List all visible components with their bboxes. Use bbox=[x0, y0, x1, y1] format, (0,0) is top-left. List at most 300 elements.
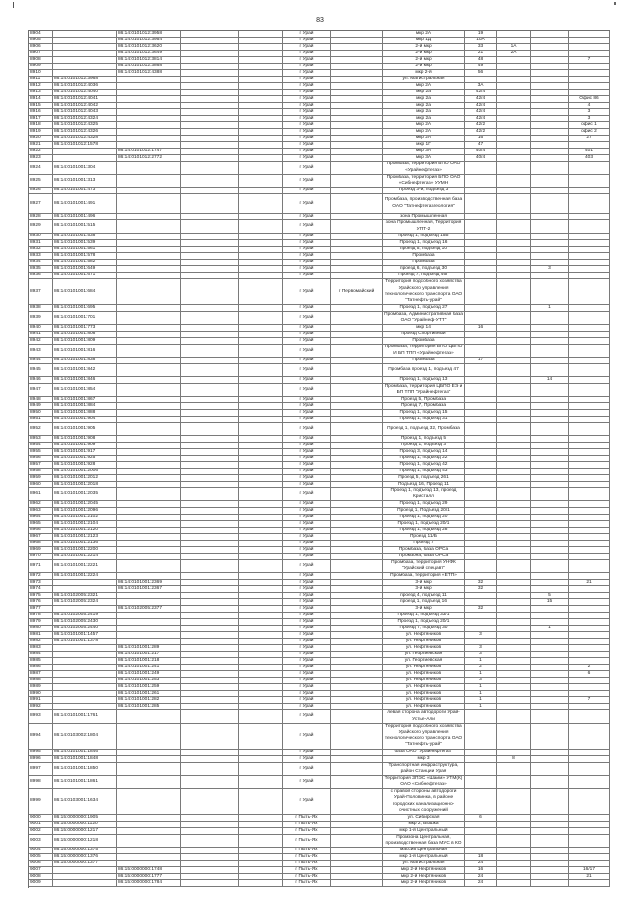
row-number: 8975 bbox=[29, 593, 53, 599]
house-number bbox=[465, 397, 497, 403]
house-number bbox=[465, 240, 497, 246]
settlement bbox=[331, 547, 383, 553]
address: ул. Магистральная bbox=[383, 861, 465, 867]
cadastral-number-alt bbox=[117, 515, 181, 521]
row-number: 8993 bbox=[29, 710, 53, 722]
settlement bbox=[331, 554, 383, 560]
premises-number bbox=[569, 214, 610, 220]
cadastral-number-alt bbox=[117, 417, 181, 423]
structure-number bbox=[531, 632, 569, 638]
building-number bbox=[497, 423, 531, 435]
premises-number bbox=[569, 462, 610, 468]
building-number bbox=[497, 96, 531, 102]
locality: г Урай bbox=[283, 456, 331, 462]
address: Проезд 1, подъезд 43 bbox=[383, 469, 465, 475]
locality: г Урай bbox=[283, 724, 331, 749]
structure-number bbox=[531, 31, 569, 37]
structure-number bbox=[531, 482, 569, 488]
address: Проезд 1, подъезд 5 bbox=[383, 436, 465, 442]
row-number: 9001 bbox=[29, 822, 53, 828]
row-number: 8965 bbox=[29, 521, 53, 527]
blank-cell bbox=[181, 194, 239, 213]
structure-number bbox=[531, 469, 569, 475]
cadastral-number-alt bbox=[117, 815, 181, 821]
building-number bbox=[497, 410, 531, 416]
house-number bbox=[465, 410, 497, 416]
row-number: 8987 bbox=[29, 671, 53, 677]
address: мкр 2-й Нефтяников bbox=[383, 880, 465, 886]
settlement bbox=[331, 462, 383, 468]
cadastral-number-alt bbox=[117, 96, 181, 102]
cadastral-number-alt: 86:14:0101001:2369 bbox=[117, 580, 181, 586]
blank-cell bbox=[239, 880, 283, 886]
row-number: 8984 bbox=[29, 652, 53, 658]
house-number bbox=[465, 194, 497, 213]
row-number: 8960 bbox=[29, 482, 53, 488]
row-number: 8911 bbox=[29, 77, 53, 83]
table-row bbox=[29, 194, 610, 214]
blank-cell bbox=[239, 645, 283, 651]
cadastral-number-alt: 86:14:0101012:3620 bbox=[117, 44, 181, 50]
blank-cell bbox=[181, 710, 239, 722]
cadastral-number-alt bbox=[117, 626, 181, 632]
settlement bbox=[331, 469, 383, 475]
structure-number bbox=[531, 658, 569, 664]
address: мкр 2а bbox=[383, 109, 465, 115]
blank-cell bbox=[181, 456, 239, 462]
blank-cell bbox=[239, 697, 283, 703]
address: мкр 3 bbox=[383, 756, 465, 762]
premises-number bbox=[569, 70, 610, 76]
blank-cell bbox=[239, 70, 283, 76]
building-number bbox=[497, 149, 531, 155]
cadastral-number-alt bbox=[117, 828, 181, 834]
locality: г Урай bbox=[283, 358, 331, 364]
blank-cell bbox=[239, 273, 283, 279]
premises-number bbox=[569, 586, 610, 592]
row-number: 8926 bbox=[29, 188, 53, 194]
locality: г Урай bbox=[283, 332, 331, 338]
blank-cell bbox=[181, 38, 239, 44]
cadastral-number-alt bbox=[117, 83, 181, 89]
address: ул. Георгиевская bbox=[383, 652, 465, 658]
address: Промбаза bbox=[383, 338, 465, 344]
building-number: 1А bbox=[497, 44, 531, 50]
settlement bbox=[331, 403, 383, 409]
locality: г Урай bbox=[283, 103, 331, 109]
settlement bbox=[331, 776, 383, 788]
cadastral-number: 86:15:0000000:1376 bbox=[53, 854, 117, 860]
blank-cell bbox=[181, 763, 239, 775]
blank-cell bbox=[181, 109, 239, 115]
blank-cell bbox=[181, 626, 239, 632]
house-number: 3 bbox=[465, 645, 497, 651]
settlement bbox=[331, 64, 383, 70]
premises-number bbox=[569, 639, 610, 645]
cadastral-number bbox=[53, 658, 117, 664]
locality: г Урай bbox=[283, 573, 331, 579]
building-number bbox=[497, 515, 531, 521]
blank-cell bbox=[181, 854, 239, 860]
address: Территория подсобного хозяйства Урайского управления технологического транспорта ОАО "Татнефть-урай" bbox=[383, 724, 465, 749]
structure-number bbox=[531, 155, 569, 161]
cadastral-number: 86:14:0101001:1850 bbox=[53, 763, 117, 775]
cadastral-number: 86:14:0101001:578 bbox=[53, 253, 117, 259]
building-number bbox=[497, 436, 531, 442]
blank-cell bbox=[181, 240, 239, 246]
locality: г Урай bbox=[283, 501, 331, 507]
cadastral-number-alt bbox=[117, 443, 181, 449]
address: Проезд 1, подъезд 32, Промбаза bbox=[383, 423, 465, 435]
structure-number bbox=[531, 44, 569, 50]
premises-number bbox=[569, 619, 610, 625]
building-number bbox=[497, 874, 531, 880]
settlement bbox=[331, 149, 383, 155]
locality: г Урай bbox=[283, 312, 331, 324]
settlement bbox=[331, 632, 383, 638]
house-number bbox=[465, 332, 497, 338]
blank-cell bbox=[181, 724, 239, 749]
blank-cell bbox=[239, 750, 283, 756]
cadastral-number-alt bbox=[117, 593, 181, 599]
blank-cell bbox=[181, 789, 239, 814]
row-number: 8983 bbox=[29, 645, 53, 651]
locality: г Урай bbox=[283, 305, 331, 311]
building-number bbox=[497, 129, 531, 135]
cadastral-number: 86:14:0101001:2006 bbox=[53, 469, 117, 475]
cadastral-number: 86:14:0101001:2012 bbox=[53, 475, 117, 481]
settlement bbox=[331, 423, 383, 435]
house-number: 17 bbox=[465, 358, 497, 364]
blank-cell bbox=[239, 665, 283, 671]
building-number bbox=[497, 247, 531, 253]
building-number bbox=[497, 266, 531, 272]
premises-number bbox=[569, 750, 610, 756]
locality: г Пыть-Ях bbox=[283, 815, 331, 821]
settlement bbox=[331, 606, 383, 612]
blank-cell bbox=[239, 90, 283, 96]
row-number: 8994 bbox=[29, 724, 53, 749]
premises-number bbox=[569, 90, 610, 96]
house-number bbox=[465, 377, 497, 383]
row-number: 8971 bbox=[29, 560, 53, 572]
building-number bbox=[497, 547, 531, 553]
blank-cell bbox=[239, 116, 283, 122]
blank-cell bbox=[239, 214, 283, 220]
blank-cell bbox=[239, 358, 283, 364]
cadastral-number bbox=[53, 691, 117, 697]
blank-cell bbox=[239, 488, 283, 500]
structure-number bbox=[531, 175, 569, 187]
house-number bbox=[465, 482, 497, 488]
address: 3-й мкр bbox=[383, 606, 465, 612]
building-number bbox=[497, 691, 531, 697]
structure-number bbox=[531, 515, 569, 521]
locality: г Урай bbox=[283, 541, 331, 547]
blank-cell bbox=[181, 586, 239, 592]
settlement bbox=[331, 57, 383, 63]
settlement bbox=[331, 789, 383, 814]
structure-number bbox=[531, 508, 569, 514]
table-row bbox=[29, 724, 610, 750]
building-number bbox=[497, 789, 531, 814]
settlement bbox=[331, 90, 383, 96]
row-number: 8930 bbox=[29, 234, 53, 240]
row-number: 8999 bbox=[29, 789, 53, 814]
blank-cell bbox=[181, 665, 239, 671]
row-number: 8951 bbox=[29, 417, 53, 423]
settlement bbox=[331, 436, 383, 442]
cadastral-number-alt bbox=[117, 240, 181, 246]
house-number bbox=[465, 534, 497, 540]
locality: г Урай bbox=[283, 443, 331, 449]
blank-cell bbox=[181, 149, 239, 155]
settlement bbox=[331, 273, 383, 279]
house-number bbox=[465, 162, 497, 174]
structure-number bbox=[531, 397, 569, 403]
locality: г Урай bbox=[283, 521, 331, 527]
locality: г Урай bbox=[283, 528, 331, 534]
blank-cell bbox=[239, 155, 283, 161]
locality: г Урай bbox=[283, 247, 331, 253]
row-number: 8935 bbox=[29, 266, 53, 272]
cadastral-number-alt bbox=[117, 482, 181, 488]
table-row bbox=[29, 220, 610, 233]
blank-cell bbox=[239, 77, 283, 83]
premises-number bbox=[569, 835, 610, 847]
structure-number bbox=[531, 136, 569, 142]
blank-cell bbox=[239, 613, 283, 619]
house-number: 19 bbox=[465, 31, 497, 37]
blank-cell bbox=[181, 57, 239, 63]
blank-cell bbox=[181, 338, 239, 344]
locality: г Урай bbox=[283, 364, 331, 376]
house-number: 3 bbox=[465, 632, 497, 638]
structure-number bbox=[531, 456, 569, 462]
cadastral-number bbox=[53, 880, 117, 886]
blank-cell bbox=[239, 475, 283, 481]
structure-number bbox=[531, 880, 569, 886]
row-number: 8941 bbox=[29, 332, 53, 338]
blank-cell bbox=[239, 443, 283, 449]
structure-number bbox=[531, 64, 569, 70]
blank-cell bbox=[239, 338, 283, 344]
building-number bbox=[497, 652, 531, 658]
premises-number bbox=[569, 541, 610, 547]
cadastral-number: 86:14:0102005:2430 bbox=[53, 619, 117, 625]
blank-cell bbox=[181, 162, 239, 174]
structure-number bbox=[531, 475, 569, 481]
blank-cell bbox=[181, 619, 239, 625]
premises-number: 21 bbox=[569, 580, 610, 586]
locality: г Урай bbox=[283, 266, 331, 272]
cadastral-number-alt bbox=[117, 528, 181, 534]
address: ул. Нефтяников bbox=[383, 671, 465, 677]
building-number bbox=[497, 377, 531, 383]
building-number bbox=[497, 724, 531, 749]
premises-number: офис 1 bbox=[569, 122, 610, 128]
cadastral-number: 86:14:0101001:854 bbox=[53, 384, 117, 396]
cadastral-number-alt bbox=[117, 247, 181, 253]
house-number bbox=[465, 828, 497, 834]
structure-number bbox=[531, 763, 569, 775]
blank-cell bbox=[239, 220, 283, 232]
cadastral-number: 86:14:0101001:649 bbox=[53, 266, 117, 272]
cadastral-number: 86:14:0101001:905 bbox=[53, 423, 117, 435]
row-number: 8948 bbox=[29, 397, 53, 403]
premises-number: 27 bbox=[569, 136, 610, 142]
building-number bbox=[497, 122, 531, 128]
cadastral-number-alt bbox=[117, 573, 181, 579]
row-number: 8909 bbox=[29, 64, 53, 70]
blank-cell bbox=[239, 573, 283, 579]
row-number: 9003 bbox=[29, 835, 53, 847]
row-number: 8955 bbox=[29, 449, 53, 455]
blank-cell bbox=[181, 122, 239, 128]
premises-number: 4 bbox=[569, 103, 610, 109]
settlement bbox=[331, 665, 383, 671]
settlement bbox=[331, 345, 383, 357]
locality: г Урай bbox=[283, 90, 331, 96]
cadastral-number bbox=[53, 31, 117, 37]
settlement bbox=[331, 51, 383, 57]
structure-number bbox=[531, 234, 569, 240]
cadastral-number-alt bbox=[117, 188, 181, 194]
cadastral-number-alt bbox=[117, 835, 181, 847]
structure-number bbox=[531, 194, 569, 213]
row-number: 8947 bbox=[29, 384, 53, 396]
locality: г Урай bbox=[283, 220, 331, 232]
cadastral-number-alt bbox=[117, 534, 181, 540]
building-number bbox=[497, 220, 531, 232]
premises-number bbox=[569, 482, 610, 488]
settlement bbox=[331, 77, 383, 83]
address: Подъезд 16, Проезд 11 bbox=[383, 482, 465, 488]
structure-number bbox=[531, 822, 569, 828]
row-number: 8929 bbox=[29, 220, 53, 232]
row-number: 8954 bbox=[29, 443, 53, 449]
building-number bbox=[497, 77, 531, 83]
cadastral-number: 86:14:0103001:1634 bbox=[53, 789, 117, 814]
address: мкр 2А bbox=[383, 129, 465, 135]
blank-cell bbox=[181, 214, 239, 220]
address: Промзона Центральная, производственная база МУС в КО bbox=[383, 835, 465, 847]
locality: г Урай bbox=[283, 175, 331, 187]
cadastral-number-alt: 86:14:0101001:282 bbox=[117, 697, 181, 703]
row-number: 8907 bbox=[29, 51, 53, 57]
settlement bbox=[331, 214, 383, 220]
building-number bbox=[497, 593, 531, 599]
blank-cell bbox=[181, 364, 239, 376]
structure-number bbox=[531, 521, 569, 527]
house-number: 48 bbox=[465, 57, 497, 63]
premises-number: 16/17 bbox=[569, 867, 610, 873]
address: Транспортная инфраструктура, район Станции Урая bbox=[383, 763, 465, 775]
blank-cell bbox=[239, 593, 283, 599]
blank-cell bbox=[239, 599, 283, 605]
address: Проезд 1, подъезд 42 bbox=[383, 462, 465, 468]
row-number: 8966 bbox=[29, 528, 53, 534]
blank-cell bbox=[181, 815, 239, 821]
blank-cell bbox=[239, 704, 283, 710]
blank-cell bbox=[239, 449, 283, 455]
row-number: 8957 bbox=[29, 462, 53, 468]
locality: г Урай bbox=[283, 678, 331, 684]
address: ул. Сибирская bbox=[383, 815, 465, 821]
settlement bbox=[331, 573, 383, 579]
settlement bbox=[331, 704, 383, 710]
building-number bbox=[497, 38, 531, 44]
address: Проезд 1, подъезд 13, проезд Кристалл bbox=[383, 488, 465, 500]
cadastral-number-alt bbox=[117, 279, 181, 304]
structure-number: 1 bbox=[531, 305, 569, 311]
structure-number bbox=[531, 260, 569, 266]
building-number bbox=[497, 645, 531, 651]
premises-number: 7 bbox=[569, 697, 610, 703]
structure-number bbox=[531, 697, 569, 703]
settlement bbox=[331, 488, 383, 500]
blank-cell bbox=[239, 632, 283, 638]
building-number bbox=[497, 658, 531, 664]
settlement bbox=[331, 122, 383, 128]
blank-cell bbox=[181, 417, 239, 423]
row-number: 8995 bbox=[29, 750, 53, 756]
blank-cell bbox=[239, 253, 283, 259]
address: Промбаза, территория УНФК "Урайский спецавт" bbox=[383, 560, 465, 572]
address: ул. Нефтяников bbox=[383, 684, 465, 690]
register-table bbox=[28, 30, 610, 888]
settlement bbox=[331, 129, 383, 135]
blank-cell bbox=[239, 789, 283, 814]
blank-cell bbox=[181, 469, 239, 475]
address: Промбаза bbox=[383, 253, 465, 259]
row-number: 8917 bbox=[29, 116, 53, 122]
address: мкр 1-й Центральный bbox=[383, 828, 465, 834]
settlement bbox=[331, 194, 383, 213]
cadastral-number-alt bbox=[117, 260, 181, 266]
premises-number bbox=[569, 475, 610, 481]
premises-number bbox=[569, 247, 610, 253]
cadastral-number: 86:14:0101001:867 bbox=[53, 397, 117, 403]
address: Промбаза, Административная база ОАО "Урайнеф-УТТ" bbox=[383, 312, 465, 324]
premises-number bbox=[569, 338, 610, 344]
blank-cell bbox=[181, 639, 239, 645]
blank-cell bbox=[181, 273, 239, 279]
locality: г Урай bbox=[283, 194, 331, 213]
premises-number: 403 bbox=[569, 155, 610, 161]
row-number: 8939 bbox=[29, 312, 53, 324]
locality: г Урай bbox=[283, 397, 331, 403]
building-number bbox=[497, 397, 531, 403]
cadastral-number-alt: 86:14:0101012:3814 bbox=[117, 57, 181, 63]
address: Проезд 7 bbox=[383, 541, 465, 547]
blank-cell bbox=[239, 136, 283, 142]
structure-number bbox=[531, 57, 569, 63]
settlement bbox=[331, 325, 383, 331]
address: Проезд 3-й, подъезд 3 bbox=[383, 188, 465, 194]
building-number bbox=[497, 83, 531, 89]
blank-cell bbox=[239, 188, 283, 194]
blank-cell bbox=[239, 38, 283, 44]
settlement bbox=[331, 397, 383, 403]
blank-cell bbox=[181, 658, 239, 664]
locality: г Урай bbox=[283, 240, 331, 246]
cadastral-number: 86:14:0101001:1846 bbox=[53, 750, 117, 756]
address: мкр 14 bbox=[383, 325, 465, 331]
building-number bbox=[497, 671, 531, 677]
address: Проезд 7, подъезд 46Г bbox=[383, 273, 465, 279]
address: Промзона, база ОРСа bbox=[383, 554, 465, 560]
